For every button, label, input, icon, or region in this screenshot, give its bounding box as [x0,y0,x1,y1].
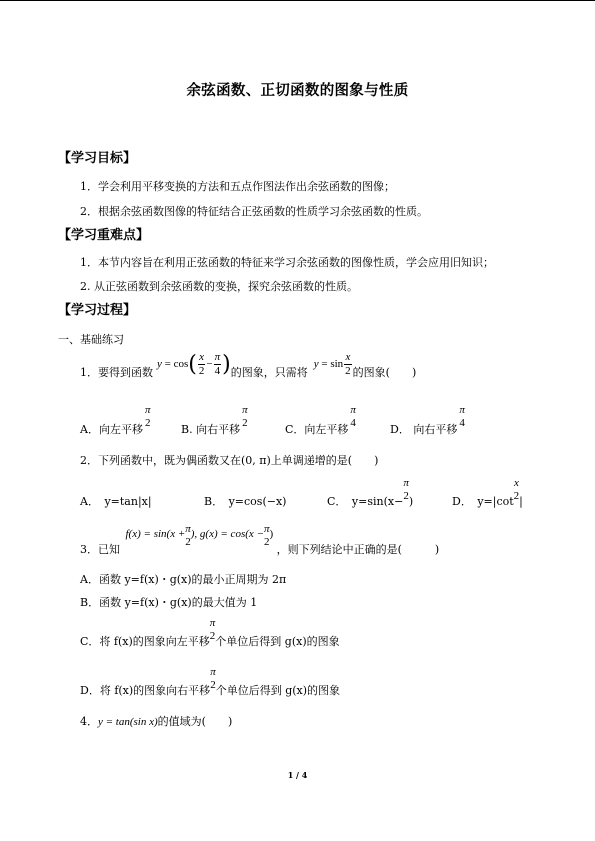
question-4: 4．y = tan(sin x)的值域为( ) [80,715,233,728]
section-heading-goals: 【学习目标】 [58,151,137,166]
q3-option-b: B．函数 y=f(x)・g(x)的最大值为 1 [80,596,258,609]
q1-option-d: D． 向右平移 π 4 [390,404,465,436]
goal-item-1: 1．学会利用平移变换的方法和五点作图法作出余弦函数的图像； [80,180,395,193]
q2-options [80,477,550,513]
q1-option-a: A．向左平移 π 2 [80,404,151,436]
q1-formula-cos: y = cos( $\frac{x}{2}$ − $\frac{\pi}{4}$ ) [157,350,231,377]
question-3: 3．已知 f(x) = sin(x + π 2 ), g(x) = cos(x − π 2 ) ，则下列结论中正确的是( ) [80,523,440,556]
question-2: 2．下列函数中，既为偶函数又在(0, π)上单调递增的是( ) [80,454,379,467]
q2-option-a: A． y=tan|x| [80,495,152,508]
question-1 [80,352,416,392]
q2-option-d: D． y=|cot x 2 | [452,477,523,508]
section-heading-key-points: 【学习重难点】 [58,228,150,243]
q1-option-b: B. 向右平移 π 2 [181,404,248,436]
q1-option-c: C．向左平移 π 4 [285,404,356,436]
q1-formula-sin: y = sin $\frac{x}{2}$ [313,350,351,377]
q1-mid: 的图象，只需将 [230,366,308,379]
section-heading-process: 【学习过程】 [58,303,137,318]
goal-item-2: 2．根据余弦函数图像的特征结合正弦函数的性质学习余弦函数的性质。 [80,205,428,218]
q2-option-b: B． y=cos(−x) [204,495,287,508]
page-title: 余弦函数、正切函数的图象与性质 [186,83,409,99]
key-point-item-2: 2. 从正弦函数到余弦函数的变换，探究余弦函数的性质。 [80,280,358,293]
q1-suffix: 的图象( ) [352,366,417,379]
q2-option-c: C． y=sin(x− π 2 ) [327,477,414,508]
q3-option-c: C．将 f(x)的图象向左平移 π 2 个单位后得到 g(x)的图象 [80,617,340,648]
q1-prefix: 1．要得到函数 [80,366,153,379]
q3-option-a: A．函数 y=f(x)・g(x)的最小正周期为 2π [80,573,287,586]
subheading-basic-practice: 一、基础练习 [58,333,124,346]
q4-formula: y = tan(sin x) [98,716,158,728]
key-point-item-1: 1．本节内容旨在利用正弦函数的特征来学习余弦函数的图像性质，学会应用旧知识； [80,256,494,269]
page-number: 1 / 4 [287,770,308,780]
header-rule [0,0,595,1]
q3-option-d: D．将 f(x)的图象向右平移 π 2 个单位后得到 g(x)的图象 [80,666,341,697]
